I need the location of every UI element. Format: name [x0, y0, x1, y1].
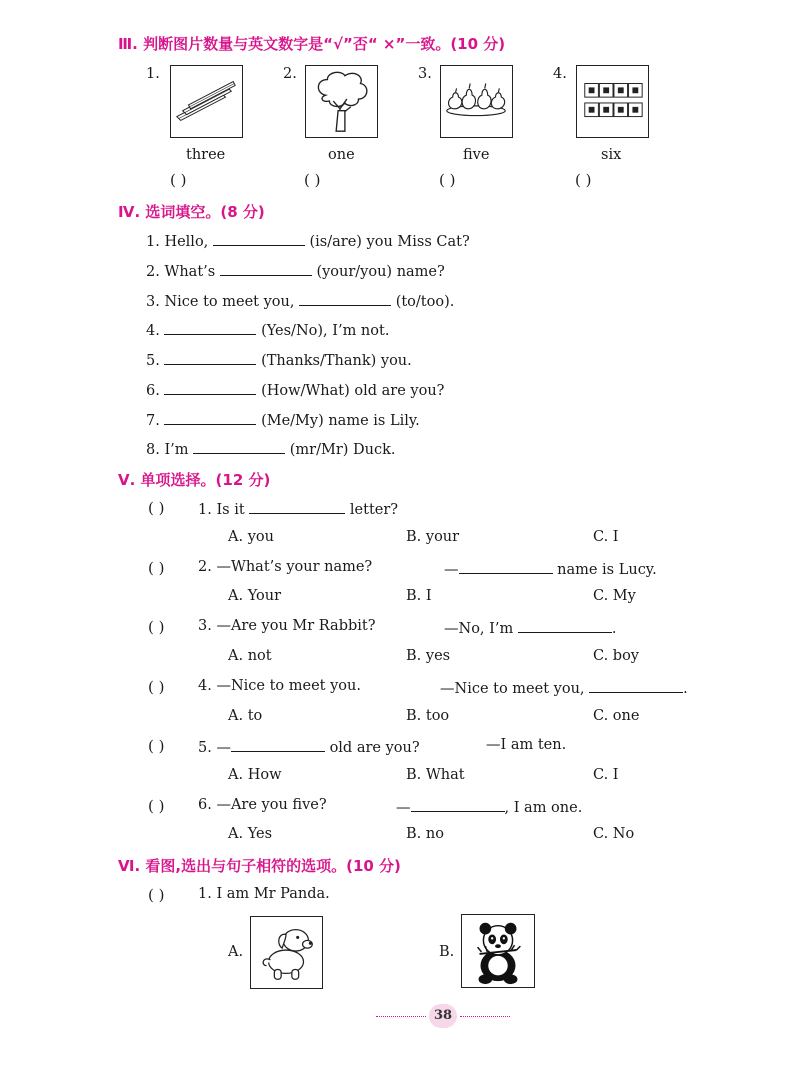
- fill-in-line: 1. Hello, (is/are) you Miss Cat?: [146, 231, 470, 250]
- answer-paren[interactable]: ( ): [439, 171, 456, 189]
- number-word: three: [186, 147, 226, 163]
- number-word: one: [328, 147, 355, 163]
- fill-in-line: 4. (Yes/No), I’m not.: [146, 320, 389, 339]
- option-a[interactable]: A. How: [228, 767, 282, 783]
- number-word: five: [463, 147, 490, 163]
- option-a-label[interactable]: A.: [228, 944, 244, 960]
- option-c[interactable]: C. one: [593, 708, 640, 724]
- answer-blank[interactable]: [164, 410, 256, 425]
- dog-icon[interactable]: [250, 916, 323, 989]
- answer-paren[interactable]: ( ): [148, 678, 165, 696]
- fill-in-line: 7. (Me/My) name is Lily.: [146, 410, 420, 429]
- answer-text: —Nice to meet you, .: [440, 678, 688, 697]
- answer-paren[interactable]: ( ): [148, 797, 165, 815]
- option-b[interactable]: B. no: [406, 826, 444, 842]
- question-text: 1. I am Mr Panda.: [198, 886, 330, 902]
- section-3-title: Ⅲ. 判断图片数量与英文数字是“√”否“ ×”一致。(10 分): [118, 35, 506, 53]
- option-a[interactable]: A. Your: [228, 588, 282, 604]
- question-text: 4. —Nice to meet you.: [198, 678, 361, 694]
- fill-in-line: 3. Nice to meet you, (to/too).: [146, 291, 454, 310]
- option-a[interactable]: A. to: [228, 708, 263, 724]
- answer-paren[interactable]: ( ): [304, 171, 321, 189]
- answer-blank[interactable]: [459, 559, 553, 574]
- answer-blank[interactable]: [193, 439, 285, 454]
- fill-in-line: 5. (Thanks/Thank) you.: [146, 350, 412, 369]
- option-b[interactable]: B. What: [406, 767, 465, 783]
- option-b[interactable]: B. your: [406, 529, 460, 545]
- answer-blank[interactable]: [518, 618, 612, 633]
- tree-icon: [305, 65, 378, 138]
- option-a[interactable]: A. not: [228, 648, 272, 664]
- fill-in-line: 2. What’s (your/you) name?: [146, 261, 445, 280]
- answer-blank[interactable]: [164, 380, 256, 395]
- answer-text: — , I am one.: [396, 797, 582, 816]
- question-text: 2. —What’s your name?: [198, 559, 373, 575]
- answer-blank[interactable]: [299, 291, 391, 306]
- question-text: 3. —Are you Mr Rabbit?: [198, 618, 376, 634]
- item-number: 1.: [146, 66, 160, 82]
- answer-text: —No, I’m .: [444, 618, 616, 637]
- item-number: 2.: [283, 66, 297, 82]
- question-text: 1. Is it letter?: [198, 499, 398, 518]
- option-c[interactable]: C. I: [593, 767, 619, 783]
- answer-paren[interactable]: ( ): [148, 559, 165, 577]
- answer-blank[interactable]: [231, 737, 325, 752]
- option-a[interactable]: A. you: [228, 529, 274, 545]
- answer-blank[interactable]: [249, 499, 345, 514]
- answer-paren[interactable]: ( ): [148, 737, 165, 755]
- option-a[interactable]: A. Yes: [228, 826, 273, 842]
- answer-paren[interactable]: ( ): [575, 171, 592, 189]
- answer-blank[interactable]: [164, 350, 256, 365]
- option-c[interactable]: C. I: [593, 529, 619, 545]
- item-number: 3.: [418, 66, 432, 82]
- answer-paren[interactable]: ( ): [148, 618, 165, 636]
- answer-blank[interactable]: [589, 678, 683, 693]
- pencils-icon: [170, 65, 243, 138]
- pears-icon: [440, 65, 513, 138]
- option-b[interactable]: B. I: [406, 588, 432, 604]
- option-c[interactable]: C. My: [593, 588, 636, 604]
- boxes-icon: [576, 65, 649, 138]
- answer-blank[interactable]: [220, 261, 312, 276]
- number-word: six: [601, 147, 622, 163]
- question-text: 6. —Are you five?: [198, 797, 327, 813]
- option-b[interactable]: B. too: [406, 708, 450, 724]
- answer-text: —I am ten.: [486, 737, 567, 753]
- option-c[interactable]: C. boy: [593, 648, 639, 664]
- section-5-title: Ⅴ. 单项选择。(12 分): [118, 471, 271, 489]
- section-4-title: Ⅳ. 选词填空。(8 分): [118, 203, 265, 221]
- answer-blank[interactable]: [164, 320, 256, 335]
- fill-in-line: 8. I’m (mr/Mr) Duck.: [146, 439, 396, 458]
- option-b-label[interactable]: B.: [439, 944, 455, 960]
- answer-paren[interactable]: ( ): [170, 171, 187, 189]
- answer-blank[interactable]: [213, 231, 305, 246]
- option-c[interactable]: C. No: [593, 826, 635, 842]
- answer-text: — name is Lucy.: [444, 559, 657, 578]
- footer-divider-left: [376, 1016, 426, 1017]
- page-number: 38: [429, 1004, 457, 1028]
- fill-in-line: 6. (How/What) old are you?: [146, 380, 444, 399]
- section-6-title: Ⅵ. 看图,选出与句子相符的选项。(10 分): [118, 857, 401, 875]
- item-number: 4.: [553, 66, 567, 82]
- option-b[interactable]: B. yes: [406, 648, 451, 664]
- footer-divider-right: [460, 1016, 510, 1017]
- answer-paren[interactable]: ( ): [148, 886, 165, 904]
- question-text: 5. — old are you?: [198, 737, 420, 756]
- panda-icon[interactable]: [461, 914, 535, 988]
- answer-blank[interactable]: [411, 797, 505, 812]
- answer-paren[interactable]: ( ): [148, 499, 165, 517]
